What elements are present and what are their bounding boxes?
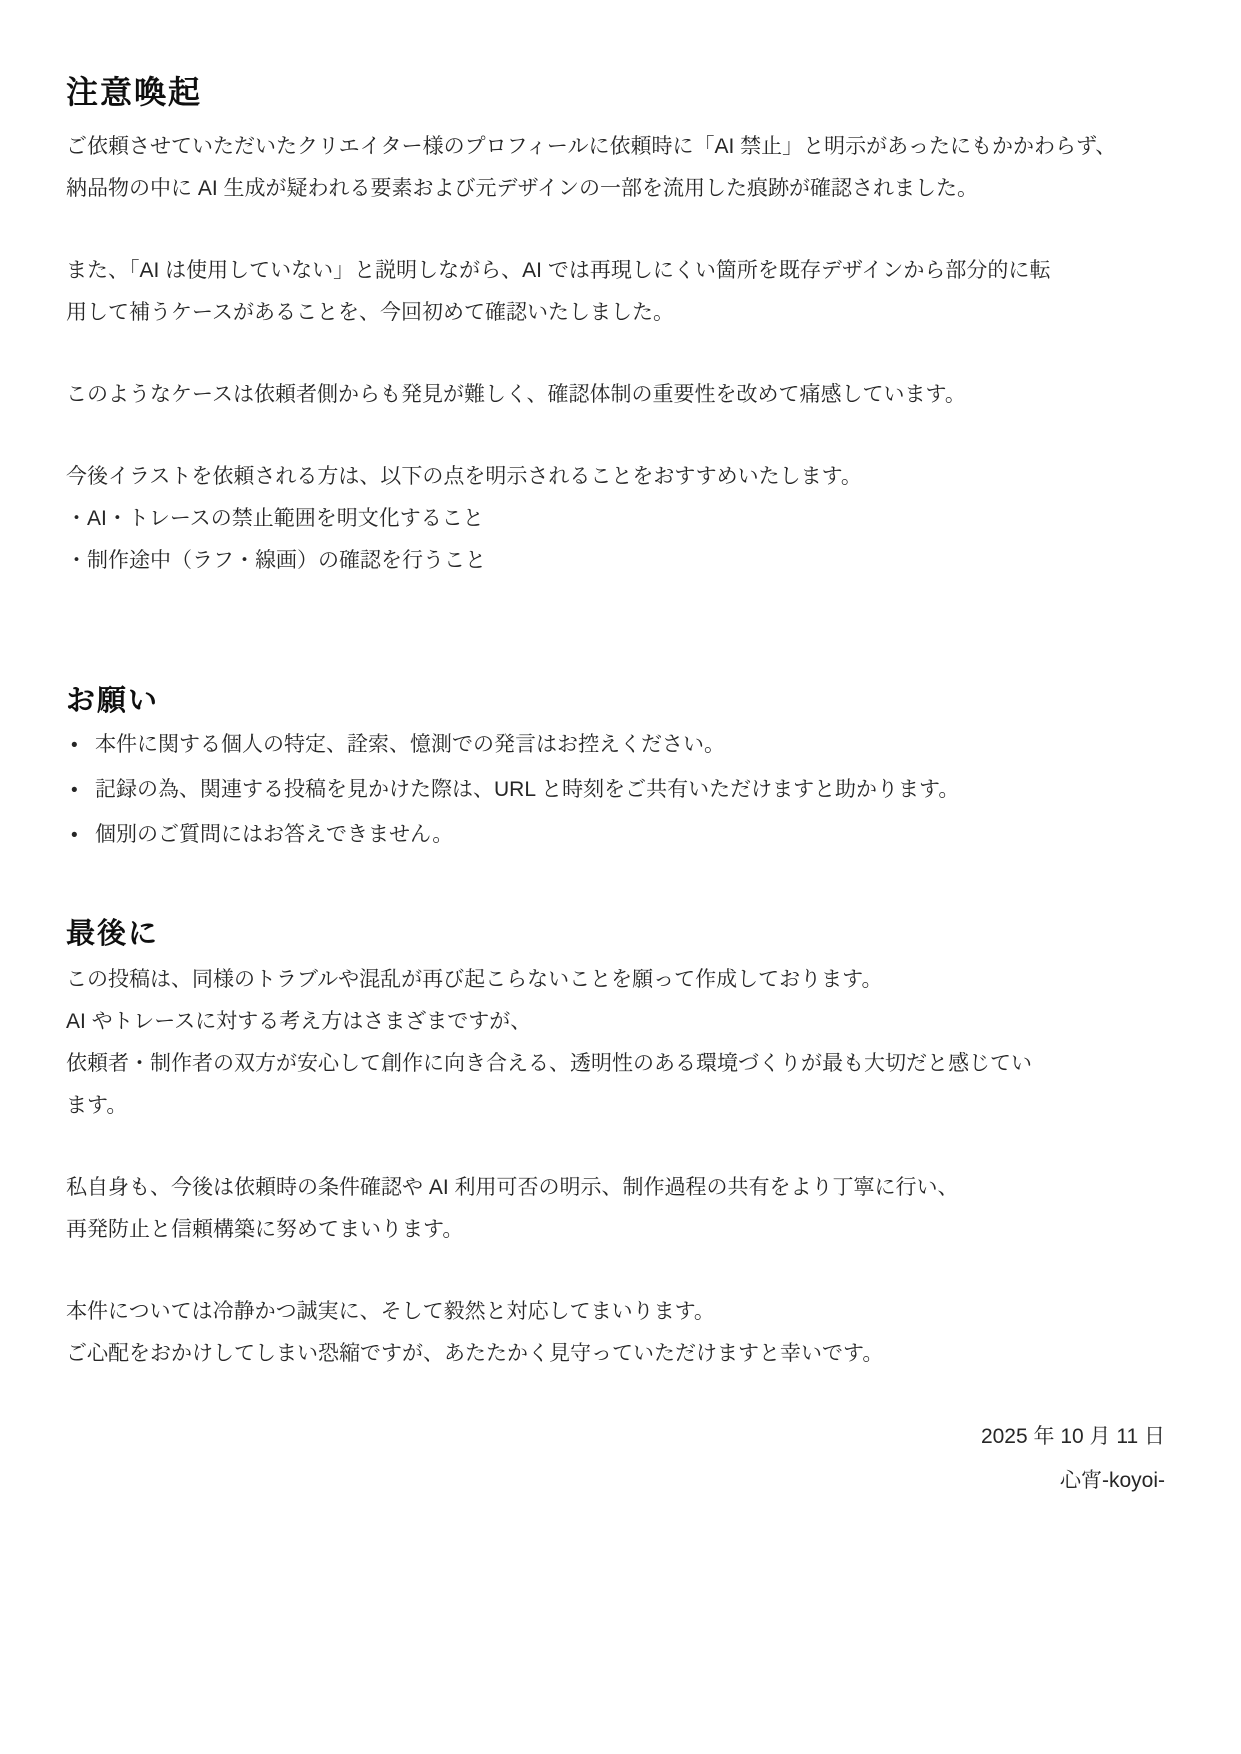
recommendation-item: ・制作途中（ラフ・線画）の確認を行うこと bbox=[66, 549, 486, 572]
text-line: 依頼者・制作者の双方が安心して創作に向き合える、透明性のある環境づくりが最も大切だと感じてい bbox=[66, 1052, 1032, 1075]
closing-paragraph-1 bbox=[66, 959, 1175, 1127]
text-line: ご依頼させていただいたクリエイター様のプロフィールに依頼時に「AI 禁止」と明示があったにもかかわらず、 bbox=[66, 135, 1117, 158]
text-line: ます。 bbox=[66, 1094, 128, 1117]
text-line: 再発防止と信頼構築に努めてまいります。 bbox=[66, 1218, 464, 1241]
section-request bbox=[66, 682, 1175, 857]
list-item-text: 個別のご質問にはお答えできません。 bbox=[95, 823, 454, 846]
text-line: 本件については冷静かつ誠実に、そして毅然と対応してまいります。 bbox=[66, 1300, 715, 1323]
text-line: 納品物の中に AI 生成が疑われる要素および元デザインの一部を流用した痕跡が確認されました。 bbox=[66, 177, 979, 200]
list-item bbox=[66, 769, 1175, 812]
caution-paragraph-2 bbox=[66, 250, 1175, 334]
section-caution bbox=[66, 72, 1175, 582]
section-closing bbox=[66, 915, 1175, 1375]
text-line: このようなケースは依頼者側からも発見が難しく、確認体制の重要性を改めて痛感しています。 bbox=[66, 383, 966, 406]
bullet-icon: • bbox=[71, 825, 78, 846]
closing-paragraph-2 bbox=[66, 1167, 1175, 1251]
section-request-heading: お願い bbox=[66, 685, 160, 717]
caution-paragraph-3 bbox=[66, 374, 1175, 416]
text-line: AI やトレースに対する考え方はさまざまですが、 bbox=[66, 1010, 532, 1033]
signature-block bbox=[66, 1415, 1175, 1503]
request-list bbox=[66, 724, 1175, 857]
text-line: 今後イラストを依頼される方は、以下の点を明示されることをおすすめいたします。 bbox=[66, 465, 862, 488]
recommendation-item: ・AI・トレースの禁止範囲を明文化すること bbox=[66, 507, 484, 530]
text-line: この投稿は、同様のトラブルや混乱が再び起こらないことを願って作成しております。 bbox=[66, 968, 883, 991]
caution-paragraph-4 bbox=[66, 456, 1175, 582]
list-item-text: 本件に関する個人の特定、詮索、憶測での発言はお控えください。 bbox=[95, 733, 725, 756]
closing-paragraph-3 bbox=[66, 1291, 1175, 1375]
bullet-icon: • bbox=[71, 735, 78, 756]
text-line: また、「AI は使用していない」と説明しながら、AI では再現しにくい箇所を既存デザインから部分的に転 bbox=[66, 259, 1051, 282]
signature-name: 心宵-koyoi- bbox=[1059, 1469, 1165, 1492]
bullet-icon: • bbox=[71, 780, 78, 801]
caution-paragraph-1 bbox=[66, 126, 1175, 210]
section-caution-heading: 注意喚起 bbox=[66, 74, 203, 110]
signature-date: 2025 年 10 月 11 日 bbox=[980, 1425, 1165, 1448]
text-line: 用して補うケースがあることを、今回初めて確認いたしました。 bbox=[66, 301, 674, 324]
list-item bbox=[66, 814, 1175, 857]
list-item bbox=[66, 724, 1175, 767]
list-item-text: 記録の為、関連する投稿を見かけた際は、URL と時刻をご共有いただけますと助かります。 bbox=[95, 778, 960, 801]
text-line: ご心配をおかけしてしまい恐縮ですが、あたたかく見守っていただけますと幸いです。 bbox=[66, 1342, 884, 1365]
section-closing-heading: 最後に bbox=[66, 918, 160, 950]
text-line: 私自身も、今後は依頼時の条件確認や AI 利用可否の明示、制作過程の共有をより丁寧に行い、 bbox=[66, 1176, 959, 1199]
